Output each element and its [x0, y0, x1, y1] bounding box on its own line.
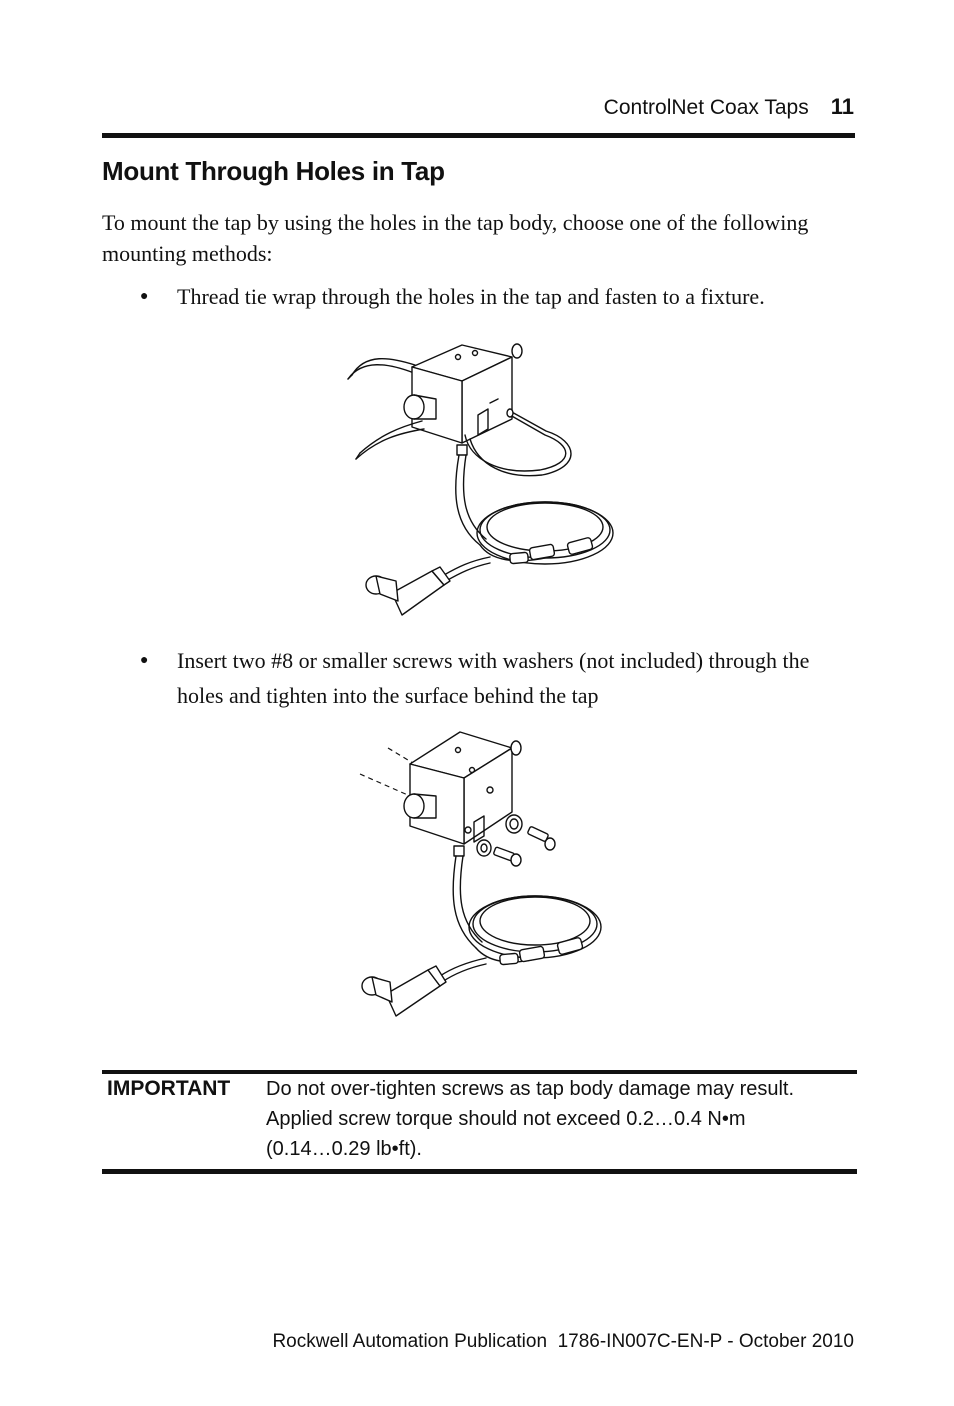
important-line: (0.14…0.29 lb•ft). — [266, 1138, 422, 1160]
drop-cable — [456, 455, 480, 545]
bnc-connector — [392, 571, 444, 615]
bullet-text: Thread tie wrap through the holes in the tap and fasten to a fixture. — [177, 284, 765, 309]
bullet-text: Insert two #8 or smaller screws with washers (not included) through the holes and tighten into the surface behind the tap — [177, 648, 810, 708]
bnc-connector — [386, 970, 440, 1016]
intro-paragraph: To mount the tap by using the holes in the tap body, choose one of the following mounting methods: — [102, 210, 809, 266]
washer-icon — [506, 815, 522, 833]
important-label: IMPORTANT — [107, 1077, 231, 1100]
washer-icon — [477, 840, 491, 856]
tie-wrap-mounting-figure — [340, 335, 630, 630]
drop-cable — [453, 856, 476, 948]
important-line: Do not over-tighten screws as tap body damage may result. — [266, 1078, 795, 1100]
running-header-title: ControlNet Coax Taps — [603, 96, 809, 119]
page-number: 11 — [830, 94, 854, 119]
header-rule — [102, 133, 855, 138]
screw-icon — [527, 826, 555, 850]
important-rule-bottom — [102, 1169, 857, 1174]
tie-wrap-strap — [352, 359, 415, 375]
important-text — [266, 1074, 826, 1164]
footer-publication: Rockwell Automation Publication 1786-IN007C-EN-P - October 2010 — [272, 1331, 854, 1352]
important-line: Applied screw torque should not exceed 0.2…0.4 N•m — [266, 1108, 746, 1130]
running-header — [604, 94, 854, 120]
bullet-item-screws — [140, 643, 860, 713]
section-title: Mount Through Holes in Tap — [102, 156, 445, 186]
bullet-icon: ● — [140, 653, 149, 668]
bullet-icon: ● — [140, 289, 149, 304]
screw-mounting-figure — [340, 726, 630, 1026]
screw-icon — [493, 847, 521, 866]
bullet-item-tie-wrap — [140, 279, 860, 314]
